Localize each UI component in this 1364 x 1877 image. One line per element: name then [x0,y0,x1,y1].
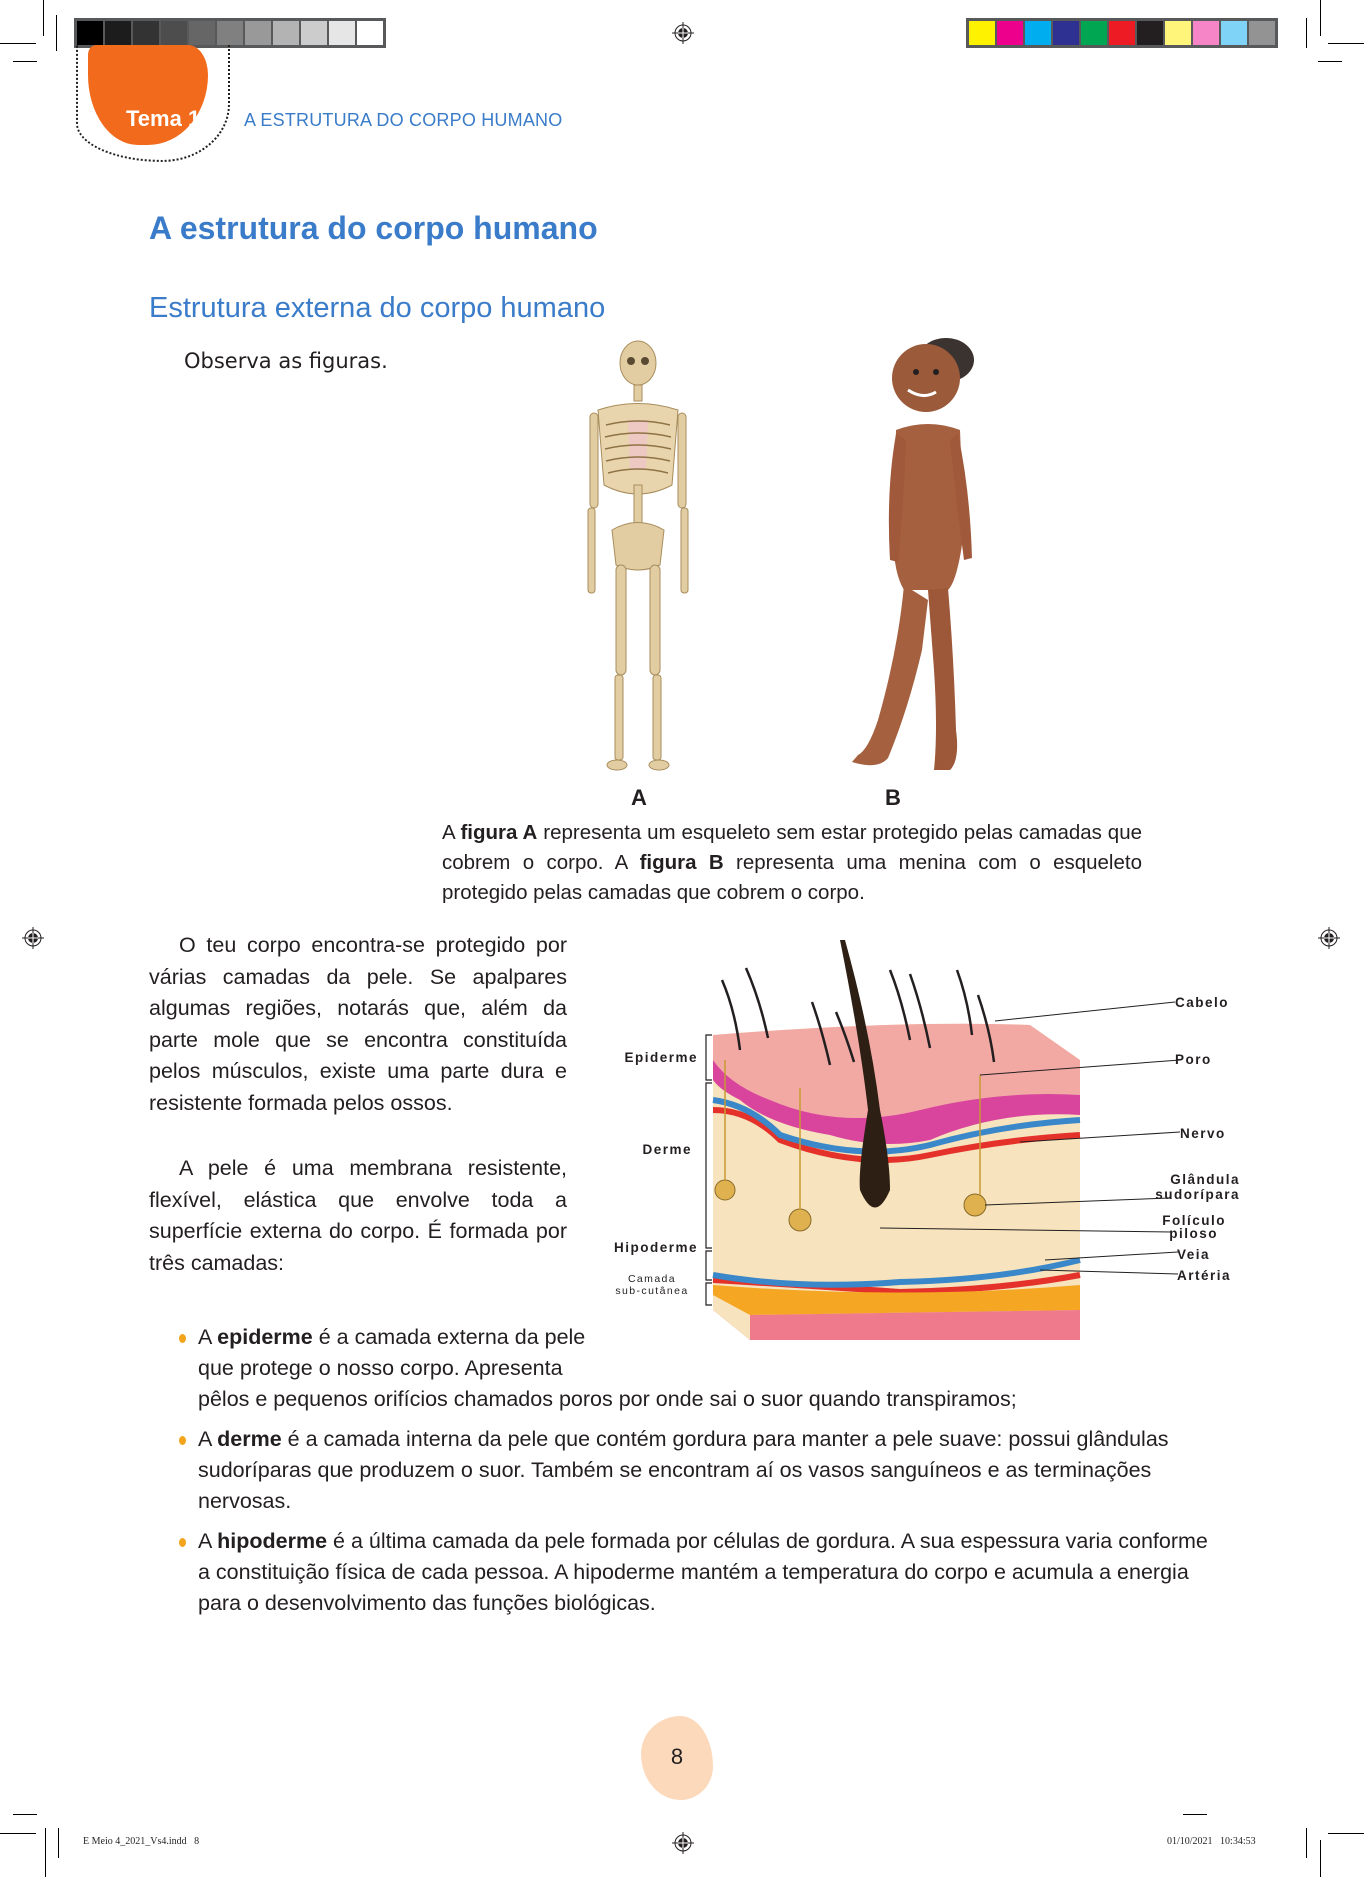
timestamp-slug: 01/10/2021 10:34:53 [1167,1836,1256,1847]
crop-mark [45,1828,46,1877]
bullet-icon [179,1436,186,1445]
label-foliculo: Folículo [1162,1213,1226,1228]
calibration-swatch [273,21,301,45]
file-slug: E Meio 4_2021_Vs4.indd 8 [83,1836,200,1847]
calibration-swatch [217,21,245,45]
skeleton-figure [568,335,708,775]
label-piloso: piloso [1169,1226,1218,1241]
calibration-swatch [329,21,357,45]
label-nervo: Nervo [1180,1126,1226,1141]
crop-mark [0,43,36,44]
page-number: 8 [670,1744,684,1769]
calibration-swatch [77,21,105,45]
calibration-swatch [969,21,997,45]
figure-caption: A figura A representa um esqueleto sem estar protegido pelas camadas que cobrem o corpo. A figura B representa uma menina com o esqueleto protegido pelas camadas que cobrem o corpo. [442,821,1142,904]
label-camada: Camada [627,1273,677,1285]
float-spacer [595,1322,1215,1384]
crop-mark [13,1814,37,1815]
tema-label: Tema 1 [126,106,201,131]
body-paragraph: A pele é uma membrana resistente, flexível, elástica que envolve toda a superfície externa do corpo. É formada por três camadas: [149,1156,567,1275]
bullet-icon [179,1334,186,1343]
calibration-swatch [1165,21,1193,45]
registration-mark-icon [672,22,694,44]
calibration-swatch [161,21,189,45]
calibration-swatch [1081,21,1109,45]
label-sudoripara: sudorípara [1155,1187,1240,1202]
instruction-text: Observa as figuras. [184,349,388,373]
calibration-swatch [1193,21,1221,45]
crop-mark [1320,1840,1321,1877]
calibration-swatch [357,21,383,45]
calibration-swatch [997,21,1025,45]
calibration-swatch [1249,21,1275,45]
label-sub-cutanea: sub-cutânea [615,1285,689,1297]
label-derme: Derme [642,1142,692,1157]
crop-mark [43,0,44,36]
registration-mark-icon [1318,927,1340,949]
running-header-title: A ESTRUTURA DO CORPO HUMANO [244,110,563,130]
crop-mark [56,15,57,51]
calibration-swatch [245,21,273,45]
crop-mark [1320,0,1321,36]
label-poro: Poro [1175,1052,1212,1067]
crop-mark [1328,1833,1364,1834]
registration-mark-icon [22,927,44,949]
crop-mark [13,61,37,62]
crop-mark [1306,18,1307,48]
bullet-icon [179,1538,186,1547]
crop-mark [1328,43,1364,44]
crop-mark [1318,61,1342,62]
crop-mark [1183,1814,1207,1815]
calibration-swatch [301,21,329,45]
tema-badge-dotted-outline [76,45,230,162]
label-veia: Veia [1177,1247,1211,1262]
calibration-swatch [1109,21,1137,45]
crop-mark [0,1833,36,1834]
crop-mark [58,1828,59,1858]
color-calibration-bar [966,18,1278,48]
calibration-swatch [1137,21,1165,45]
page-title: A estrutura do corpo humano [149,210,598,246]
calibration-swatch [1025,21,1053,45]
calibration-swatch [1221,21,1249,45]
list-item-epiderme: A epiderme é a camada externa da pele que protege o nosso corpo. Apresenta pêlos e pequenos orifícios chamados poros por onde sai o suor quando transpiramos; [175,1322,1215,1415]
label-epiderme: Epiderme [624,1050,698,1065]
body-paragraph: O teu corpo encontra-se protegido por várias camadas da pele. Se apalpares algumas regiões, notarás que, além da parte mole que se encontra constituída pelos músculos, existe uma parte dura e resistente formada pelos ossos. [149,933,567,1115]
list-item-derme: A derme é a camada interna da pele que contém gordura para manter a pele suave: possui glândulas sudoríparas que produzem o suor. Também se encontram aí os vasos sanguíneos e as terminações nervosas. [175,1424,1215,1517]
label-cabelo: Cabelo [1175,995,1230,1010]
list-item-hipoderme: A hipoderme é a última camada da pele formada por células de gordura. A sua espessura varia conforme a constituição física de cada pessoa. A hipoderme mantém a temperatura do corpo e acumula a energia para o desenvolvimento das funções biológicas. [175,1526,1215,1619]
section-subtitle: Estrutura externa do corpo humano [149,292,606,324]
label-arteria: Artéria [1177,1268,1232,1283]
calibration-swatch [105,21,133,45]
figure-b-label: B [885,785,901,810]
label-glandula: Glândula [1170,1172,1240,1187]
label-hipoderme: Hipoderme [613,1240,698,1255]
registration-mark-icon [672,1832,694,1854]
grayscale-calibration-bar [74,18,386,48]
calibration-swatch [133,21,161,45]
crop-mark [1306,1828,1307,1858]
figure-a-label: A [631,785,647,810]
calibration-swatch [189,21,217,45]
calibration-swatch [1053,21,1081,45]
girl-figure [838,330,1008,780]
skin-layers-list [175,1322,1215,1628]
